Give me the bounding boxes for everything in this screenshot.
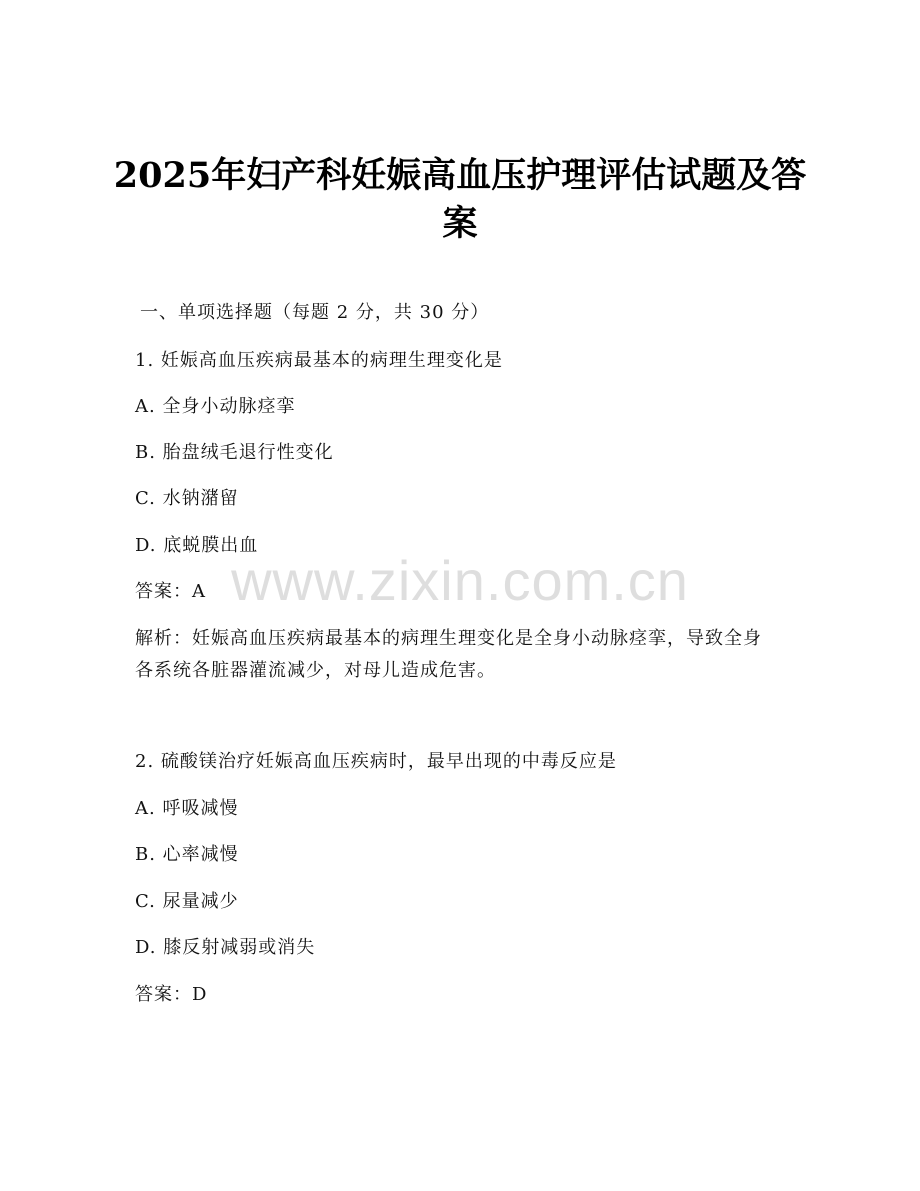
section-heading: 一、单项选择题（每题 2 分，共 30 分）	[140, 302, 490, 323]
question-2-option-c: C. 尿量减少	[135, 891, 239, 912]
question-2-option-b: B. 心率减慢	[135, 844, 239, 865]
question-1-option-b: B. 胎盘绒毛退行性变化	[135, 442, 334, 463]
question-1-option-c: C. 水钠潴留	[135, 488, 239, 509]
question-1-explanation: 解析：妊娠高血压疾病最基本的病理生理变化是全身小动脉痉挛，导致全身各系统各脏器灌流减少，对母儿造成危害。	[135, 628, 762, 681]
question-1-answer: 答案：A	[135, 581, 206, 602]
question-2-option-d: D. 膝反射减弱或消失	[135, 937, 316, 958]
question-2-option-a: A. 呼吸减慢	[135, 798, 239, 819]
question-1-option-a: A. 全身小动脉痉挛	[135, 396, 296, 417]
question-2-stem: 2. 硫酸镁治疗妊娠高血压疾病时，最早出现的中毒反应是	[135, 751, 617, 772]
watermark: www.zixin.com.cn	[231, 549, 689, 612]
document-title	[100, 152, 820, 248]
question-1-stem: 1. 妊娠高血压疾病最基本的病理生理变化是	[135, 350, 503, 371]
question-1-option-d: D. 底蜕膜出血	[135, 535, 259, 556]
question-2-answer: 答案：D	[135, 984, 208, 1005]
title-line-1: 2025年妇产科妊娠高血压护理评估试题及答	[113, 155, 807, 196]
title-line-2: 案	[442, 203, 478, 244]
